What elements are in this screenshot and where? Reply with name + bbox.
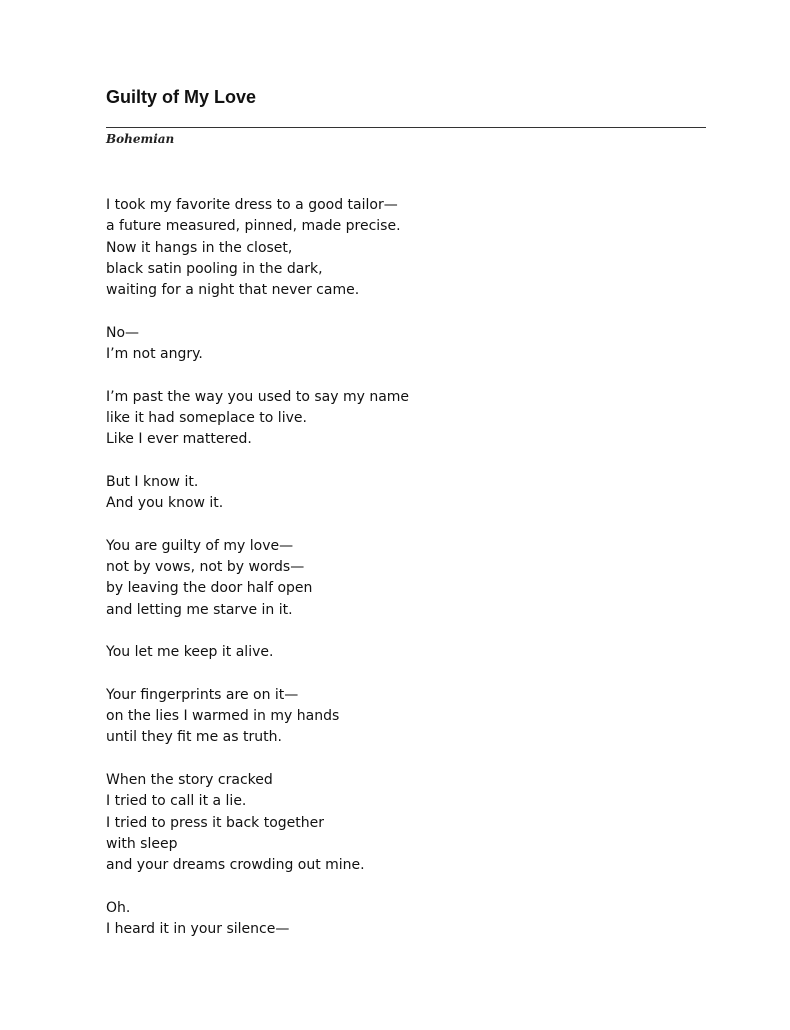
poem-line: When the story cracked <box>106 772 273 789</box>
poem-line: black satin pooling in the dark, <box>106 260 323 277</box>
poem-line: waiting for a night that never came. <box>106 282 360 299</box>
stanza-3 <box>106 387 409 451</box>
poem-line: and letting me starve in it. <box>106 601 293 618</box>
stanza-1 <box>106 195 409 301</box>
poem-line: No— <box>106 324 140 341</box>
poem-line: not by vows, not by words— <box>106 559 305 576</box>
poem-line: by leaving the door half open <box>106 580 313 597</box>
stanza-4 <box>106 472 409 515</box>
poem-line: You let me keep it alive. <box>106 644 274 661</box>
stanza-7 <box>106 685 409 749</box>
poem-line: I tried to call it a lie. <box>106 793 247 810</box>
poem-line: Like I ever mattered. <box>106 431 252 448</box>
poem-body <box>106 195 409 962</box>
poem-line: with sleep <box>106 835 178 852</box>
poem-line: a future measured, pinned, made precise. <box>106 218 401 235</box>
poem-line: But I know it. <box>106 473 199 490</box>
poem-line: like it had someplace to live. <box>106 409 307 426</box>
poem-line: You are guilty of my love— <box>106 537 294 554</box>
poem-line: I took my favorite dress to a good tailor— <box>106 197 398 213</box>
stanza-8 <box>106 770 409 876</box>
poem-line: Your fingerprints are on it— <box>106 686 299 703</box>
poem-line: on the lies I warmed in my hands <box>106 708 340 725</box>
stanza-2 <box>106 323 409 366</box>
poem-line: Oh. <box>106 899 131 916</box>
poem-line: I heard it in your silence— <box>106 921 290 938</box>
title-divider <box>106 127 706 128</box>
poem-line: and your dreams crowding out mine. <box>106 857 365 874</box>
stanza-6 <box>106 642 409 663</box>
poem-line: I tried to press it back together <box>106 814 324 831</box>
poem-line: Now it hangs in the closet, <box>106 239 293 256</box>
poem-line: And you know it. <box>106 495 224 512</box>
author-byline: Bohemian <box>106 132 175 146</box>
stanza-9 <box>106 898 409 941</box>
poem-title: Guilty of My Love <box>106 87 257 107</box>
stanza-5 <box>106 536 409 621</box>
poem-line: I’m not angry. <box>106 346 203 363</box>
poem-line: until they fit me as truth. <box>106 729 282 746</box>
poem-line: I’m past the way you used to say my name <box>106 388 410 405</box>
